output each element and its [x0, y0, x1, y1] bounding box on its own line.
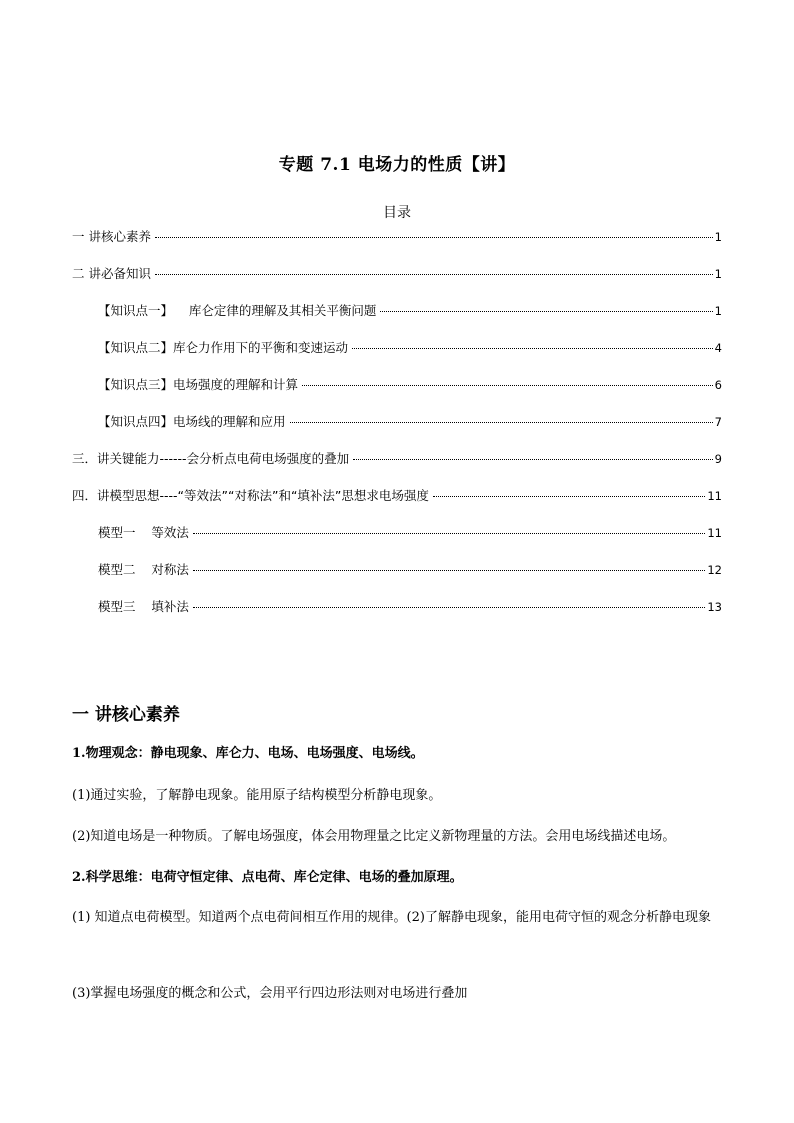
toc-item-label: 三．讲关键能力------会分析点电荷电场强度的叠加 [72, 451, 350, 466]
toc-item-label: 【知识点四】电场线的理解和应用 [98, 414, 286, 429]
toc-item-page: 7 [714, 415, 722, 429]
toc-item-page: 9 [714, 452, 722, 466]
toc-heading: 目录 [383, 205, 411, 221]
toc-item-page: 1 [714, 304, 722, 318]
toc-item-label: 【知识点二】库仑力作用下的平衡和变速运动 [98, 340, 349, 355]
toc-dot-leader [193, 607, 705, 608]
paragraph: (2)知道电场是一种物质。了解电场强度，体会用物理量之比定义新物理量的方法。会用电场线描述电场。 [72, 829, 676, 844]
toc-item-label: 四．讲模型思想----“等效法”“对称法”和“填补法”思想求电场强度 [72, 488, 429, 503]
toc-dot-leader [193, 533, 705, 534]
toc-item[interactable] [72, 339, 722, 376]
toc-item-page: 1 [714, 230, 722, 244]
paragraph: (3)掌握电场强度的概念和公式，会用平行四边形法则对电场进行叠加 [72, 986, 468, 1001]
toc-item-page: 6 [714, 378, 722, 392]
toc-item-label: 【知识点一】 库仑定律的理解及其相关平衡问题 [98, 303, 377, 318]
toc-item-label: 二 讲必备知识 [72, 266, 151, 281]
toc-item[interactable] [72, 302, 722, 339]
paragraph-physics-concepts: 1.物理观念：静电现象、库仑力、电场、电场强度、电场线。 [72, 746, 424, 761]
toc-item[interactable] [72, 265, 722, 302]
toc-item[interactable] [72, 561, 722, 598]
paragraph-scientific-thinking: 2.科学思维：电荷守恒定律、点电荷、库仑定律、电场的叠加原理。 [72, 870, 463, 885]
toc-item-label: 模型一 等效法 [98, 525, 189, 540]
toc-item-page: 4 [714, 341, 722, 355]
paragraph: (1) 知道点电荷模型。知道两个点电荷间相互作用的规律。(2)了解静电现象，能用电荷守恒的观念分析静电现象 [72, 910, 711, 925]
toc-dot-leader [155, 274, 713, 275]
toc-dot-leader [193, 570, 705, 571]
paragraph: (1)通过实验，了解静电现象。能用原子结构模型分析静电现象。 [72, 788, 442, 803]
toc-dot-leader [155, 237, 713, 238]
toc-item[interactable] [72, 228, 722, 265]
toc-dot-leader [290, 422, 713, 423]
toc-item[interactable] [72, 450, 722, 487]
document-title: 专题 7.1 电场力的性质【讲】 [278, 155, 516, 175]
toc-item-label: 【知识点三】电场强度的理解和计算 [98, 377, 299, 392]
toc-item[interactable] [72, 487, 722, 524]
toc-dot-leader [302, 385, 713, 386]
section-heading: 一 讲核心素养 [72, 705, 180, 725]
toc-item-page: 1 [714, 267, 722, 281]
toc-item[interactable] [72, 376, 722, 413]
toc-dot-leader [380, 311, 712, 312]
toc-dot-leader [433, 496, 705, 497]
table-of-contents [72, 228, 722, 635]
toc-item-label: 模型二 对称法 [98, 562, 189, 577]
toc-item[interactable] [72, 524, 722, 561]
toc-item[interactable] [72, 413, 722, 450]
toc-item-page: 13 [707, 600, 722, 614]
toc-item-label: 模型三 填补法 [98, 599, 189, 614]
toc-item-label: 一 讲核心素养 [72, 229, 151, 244]
toc-dot-leader [352, 348, 713, 349]
toc-item-page: 11 [707, 526, 722, 540]
toc-item-page: 11 [707, 489, 722, 503]
toc-dot-leader [353, 459, 713, 460]
toc-item-page: 12 [707, 563, 722, 577]
toc-item[interactable] [72, 598, 722, 635]
